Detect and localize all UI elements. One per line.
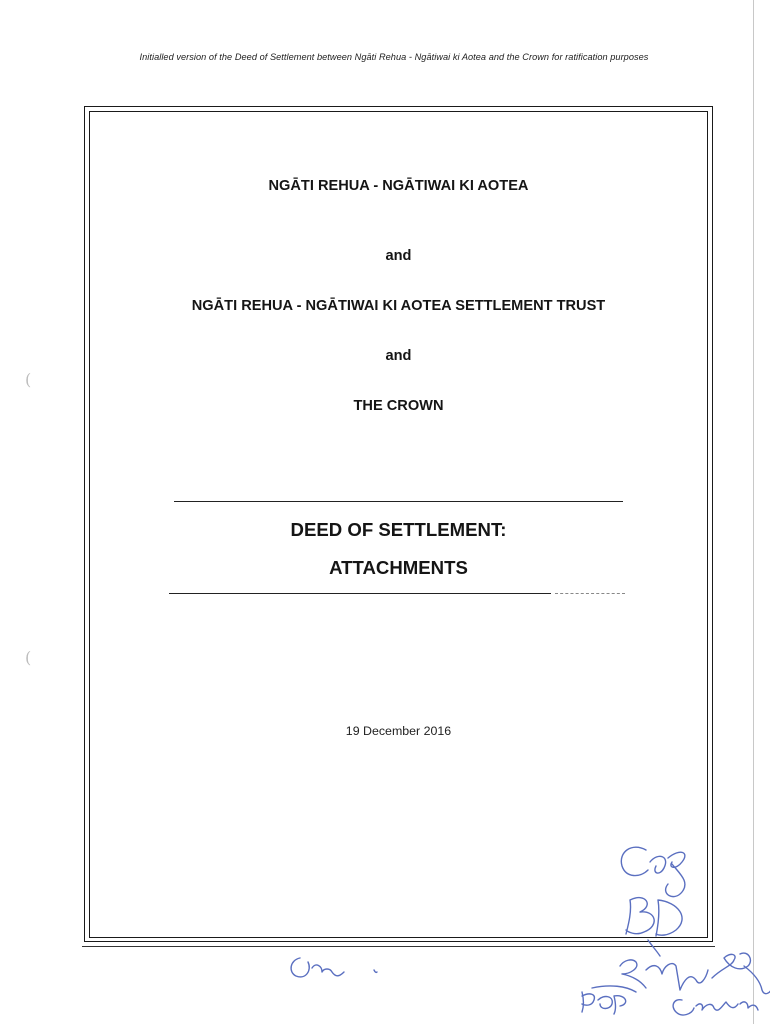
initials-crown-signature <box>673 1000 758 1015</box>
title-rule-bottom <box>169 593 551 594</box>
party-first: NGĀTI REHUA - NGĀTIWAI KI AOTEA <box>268 178 529 194</box>
frame-bottom-line <box>82 946 715 947</box>
conjunction-and-1: and <box>385 248 412 264</box>
initials-kep-signature <box>582 986 636 1014</box>
document-title-line2: ATTACHMENTS <box>329 557 468 578</box>
initials-rnwas-signature <box>620 953 770 994</box>
party-second: NGĀTI REHUA - NGĀTIWAI KI AOTEA SETTLEMENT TRUST <box>191 298 606 314</box>
document-date: 19 December 2016 <box>345 724 452 738</box>
title-rule-top <box>174 501 623 502</box>
header-note: Initialled version of the Deed of Settlement between Ngāti Rehua - Ngātiwai ki Aotea and the Crown for ratification purposes <box>139 52 649 62</box>
page-edge-shadow <box>753 0 754 1024</box>
punch-hole-mark: ( <box>25 648 32 667</box>
punch-hole-mark: ( <box>25 370 32 389</box>
conjunction-and-2: and <box>385 348 412 364</box>
document-title-line1: DEED OF SETTLEMENT: <box>290 519 507 540</box>
party-third: THE CROWN <box>353 398 444 414</box>
title-rule-dash <box>555 593 625 594</box>
initials-bottom-left-signature <box>291 958 344 977</box>
